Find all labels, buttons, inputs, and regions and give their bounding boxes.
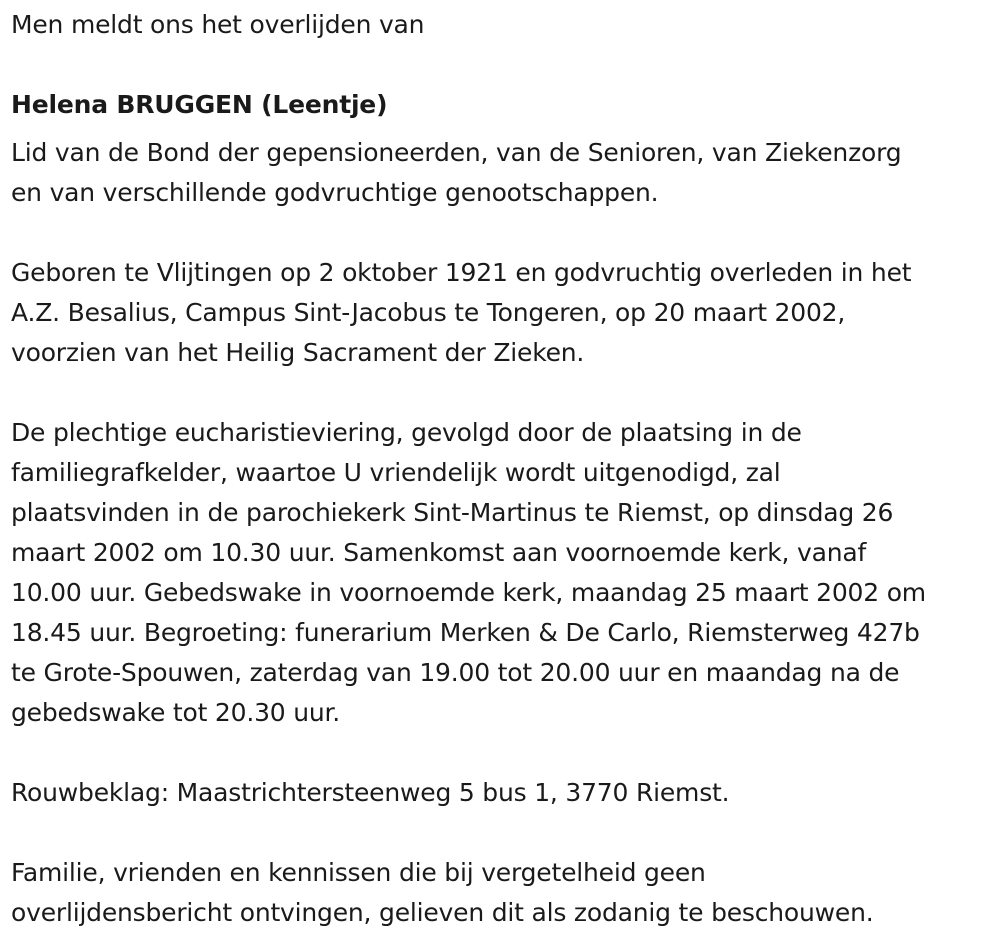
membership-line: Lid van de Bond der gepensioneerden, van de Senioren, van Ziekenzorg — [11, 138, 902, 167]
ceremony-line: plaatsvinden in de parochiekerk Sint-Martinus te Riemst, op dinsdag 26 — [11, 498, 894, 527]
birth-death-line: A.Z. Besalius, Campus Sint-Jacobus te Tongeren, op 20 maart 2002, — [11, 298, 846, 327]
membership-line: en van verschillende godvruchtige genootschappen. — [11, 178, 659, 207]
intro-text: Men meldt ons het overlijden van — [11, 10, 425, 39]
ceremony-line: te Grote-Spouwen, zaterdag van 19.00 tot 20.00 uur en maandag na de — [11, 658, 900, 687]
birth-death-line: voorzien van het Heilig Sacrament der Zieken. — [11, 338, 585, 367]
ceremony-line: maart 2002 om 10.30 uur. Samenkomst aan voornoemde kerk, vanaf — [11, 538, 867, 567]
ceremony-line: 18.45 uur. Begroeting: funerarium Merken & De Carlo, Riemsterweg 427b — [11, 618, 920, 647]
birth-death-line: Geboren te Vlijtingen op 2 oktober 1921 en godvruchtig overleden in het — [11, 258, 912, 287]
deceased-name: Helena BRUGGEN (Leentje) — [11, 90, 388, 119]
closing-line: overlijdensbericht ontvingen, gelieven dit als zodanig te beschouwen. — [11, 898, 874, 927]
ceremony-line: 10.00 uur. Gebedswake in voornoemde kerk, maandag 25 maart 2002 om — [11, 578, 926, 607]
ceremony-line: familiegrafkelder, waartoe U vriendelijk wordt uitgenodigd, zal — [11, 458, 781, 487]
ceremony-line: De plechtige eucharistieviering, gevolgd door de plaatsing in de — [11, 418, 802, 447]
condolences-address: Rouwbeklag: Maastrichtersteenweg 5 bus 1, 3770 Riemst. — [11, 778, 730, 807]
closing-line: Familie, vrienden en kennissen die bij vergetelheid geen — [11, 858, 706, 887]
ceremony-line: gebedswake tot 20.30 uur. — [11, 698, 341, 727]
